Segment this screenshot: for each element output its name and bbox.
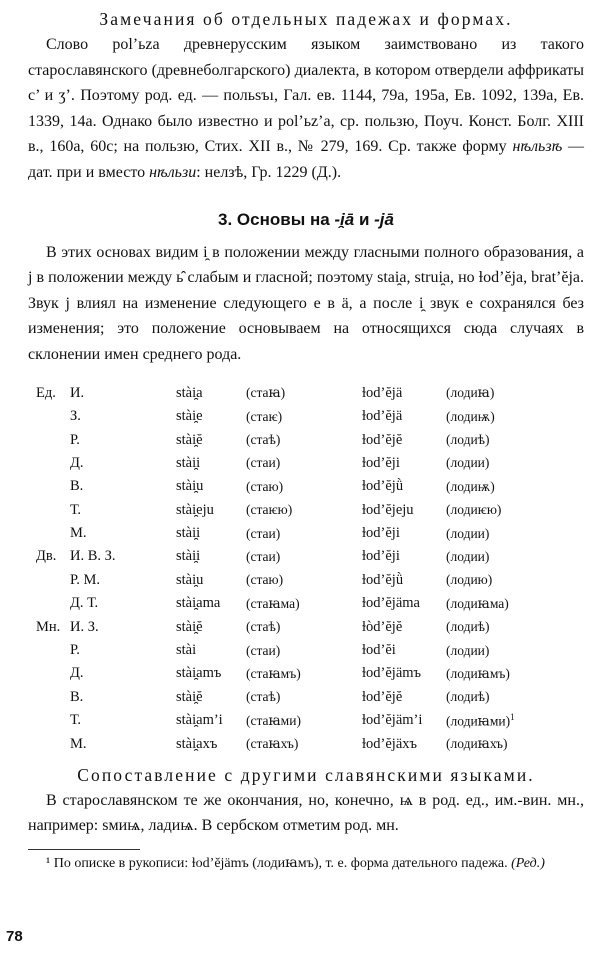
gloss-lodeja: (лодии) [446,455,490,471]
form-stai-a: stài̯ĕ [176,431,203,448]
heading-conjunction: и [354,209,375,229]
number-label [36,522,70,545]
number-label [36,732,70,755]
gloss-stai-a: (стаи) [246,642,281,658]
form-stai-a: stài̯ĕ [176,618,203,635]
gloss-lodeja: (лодию) [446,572,493,588]
gloss-stai-a: (стаѣ) [246,619,281,635]
form-stai-a: stài̯i [176,548,201,565]
section-heading-remarks: Замечания об отдельных падежах и формах. [99,9,513,29]
case-label: И. В. З. [70,548,116,565]
section-heading-stems [28,208,584,232]
case-label: Д. [70,665,84,682]
italic-form: нѣльзѣ [512,138,563,156]
gloss-stai-a: (стаꙗхъ) [246,736,299,752]
form-lodeja: ɫod’ĕji [362,525,400,542]
form-lodeja: ɫod’ĕjä [362,408,403,425]
gloss-stai-a: (стаѣ) [246,432,281,447]
case-label: Р. [70,642,80,659]
declension-row [36,452,515,475]
paragraph-text: Слово pol’ьza древнерусским языком заимствовано из такого старославянского (древнеболгарского) диалекта, в котором отвердели аффрикаты с’ и ʒ’. Поэтому род. ед. — польѕъı, Гал. ев. 1144, 79а, 195а, Ев. 1092, 139а, Ев. 1339, 14а. Однако было известно и pol’ьz’a, ср. пользю, Поуч. Конст. Болг. XIII в., 160а, 60с; на пользю, Стих. XII в., № 279, 169. Ср. также форму [28,36,584,156]
form-lodeja: ɫod’ĕjǜ [362,571,404,588]
case-label: Т. [70,712,82,729]
form-stai-a: stài̯amъ [176,665,222,682]
form-lodeja: ɫod’ĕji [362,548,400,565]
page-body [28,6,584,873]
gloss-lodeja: (лодиѥю) [446,502,502,518]
form-stai-a: stài̯ama [176,595,221,612]
gloss-stai-a: (стаѥю) [246,502,293,518]
form-lodeja: ɫod’ĕjĕ [362,431,403,448]
gloss-lodeja: (лодии) [446,642,490,658]
gloss-stai-a: (стаи) [246,455,281,471]
gloss-lodeja: (лодиѣ) [446,619,490,635]
gloss-stai-a: (стаꙗ) [246,385,286,401]
footnote-ref: 1 [510,711,515,722]
gloss-lodeja: (лодиꙗхъ) [446,736,508,752]
form-lodeja: ɫod’ĕjäm’i [362,712,423,729]
form-stai-a: stài̯e [176,408,203,425]
declension-row [36,498,515,521]
number-label [36,709,70,732]
form-lodeja: ɫod’ĕi [362,642,396,659]
number-label [36,475,70,498]
gloss-stai-a: (стаю) [246,572,284,588]
form-lodeja: ɫod’ĕjämъ [362,665,422,682]
footnote-divider [28,849,140,850]
heading-ending-2: -jā [374,209,394,229]
gloss-lodeja: (лодиѭ) [446,478,495,494]
case-label: Р. [70,431,80,448]
declension-row [36,662,515,685]
section-heading-comparison: Сопоставление с другими славянскими языками. [77,764,535,785]
number-label: Мн. [36,618,61,635]
gloss-stai-a: (стаꙗма) [246,595,300,611]
form-stai-a: stài̯ĕ [176,688,203,705]
declension-row [36,545,515,568]
declension-row [36,709,515,732]
declension-row [36,382,515,405]
number-label [36,686,70,709]
number-label [36,569,70,592]
declension-row [36,569,515,592]
form-stai-a: stài̯eju [176,501,214,518]
form-stai-a: stài̯a [176,384,203,401]
footnote-text: По описке в рукописи: ɫod’ĕjämъ (лодиꙗмъ), т. е. форма дательного падежа. [50,855,512,871]
form-lodeja: ɫod’ĕjäma [362,595,420,612]
page-number: 78 [6,928,23,945]
form-stai-a: stài̯u [176,478,204,495]
number-label [36,498,70,521]
gloss-stai-a: (стаѥ) [246,408,283,424]
form-stai-a: stài [176,642,197,659]
paragraph-stems: В этих основах видим i̯ в положении между гласными полного образования, а j в положении между ь̂ слабым и гласной; поэтому stai̯a, strui̯a, но ɫod’ĕja, brat’ĕja. Звук j влиял на изменение следующего е в ä, а после i̯ звук е сохранялся без изменения; это положение основываем на относящихся сюда случаях в склонении имен среднего рода. [28,243,584,363]
form-lodeja: ɫod’ĕjĕ [362,688,403,705]
paragraph-text-end: : нелзѣ, Гр. 1229 (Д.). [196,163,342,181]
gloss-stai-a: (стаю) [246,478,284,494]
declension-row [36,615,515,638]
number-label: Ед. [36,384,56,401]
gloss-lodeja: (лодии) [446,548,490,564]
paragraph-comparison: В старославянском те же окончания, но, конечно, ѩ в род. ед., им.-вин. мн., например: ѕмиѩ, ладиѩ. В сербском отметим род. мн. [28,791,584,835]
number-label [36,662,70,685]
gloss-lodeja: (лодиꙗми)$^1$ [446,711,515,729]
declension-row [36,732,515,755]
gloss-lodeja: (лодиꙗмъ) [446,665,510,681]
case-label: Д. [70,454,84,471]
footnote-marker: ¹ [46,855,51,871]
case-label: М. [70,525,87,542]
declension-row [36,405,515,428]
heading-ending-1: -i̯ā [334,209,355,229]
declension-row [36,686,515,709]
form-lodeja: ɫod’ĕjeju [362,501,414,518]
case-label: И. [70,384,85,401]
declension-table-body [36,382,515,756]
number-label [36,405,70,428]
gloss-stai-a: (стаи) [246,548,281,564]
form-lodeja: ɫod’ĕji [362,454,400,471]
case-label: М. [70,735,87,752]
gloss-lodeja: (лодиѭ) [446,408,495,424]
paragraph-pol-za [28,32,584,186]
case-label: И. З. [70,618,99,635]
form-lodeja: ɫod’ĕjǜ [362,478,404,495]
form-stai-a: stài̯u [176,571,204,588]
italic-form-2: нѣльзи [149,163,197,181]
declension-row [36,592,515,615]
form-stai-a: stài̯am’i [176,712,223,729]
gloss-stai-a: (стаꙗми) [246,712,301,728]
case-label: В. [70,478,84,495]
declension-row [36,475,515,498]
gloss-lodeja: (лодиѣ) [446,432,490,447]
case-label: Р. М. [70,571,101,588]
gloss-lodeja: (лодии) [446,525,490,541]
number-label [36,452,70,475]
case-label: Д. Т. [70,595,99,612]
case-label: В. [70,688,84,705]
number-label [36,639,70,662]
case-label: З. [70,408,81,425]
number-label [36,428,70,451]
case-label: Т. [70,501,82,518]
declension-row [36,522,515,545]
footnote [28,854,584,873]
footnote-editor: (Ред.) [511,855,545,871]
form-lodeja: ɫod’ĕjäxъ [362,735,418,752]
form-stai-a: stài̯i [176,525,201,542]
form-lodeja: ɫòd’ĕjĕ [362,618,403,635]
form-lodeja: ɫod’ĕjä [362,384,403,401]
declension-row [36,428,515,451]
heading-prefix: 3. Основы на [218,209,335,229]
gloss-stai-a: (стаи) [246,525,281,541]
paragraph-text-mid: — дат. при и вместо [28,138,585,181]
gloss-stai-a: (стаꙗмъ) [246,665,301,681]
gloss-lodeja: (лодиѣ) [446,689,490,705]
gloss-lodeja: (лодиꙗма) [446,595,509,611]
gloss-stai-a: (стаѣ) [246,689,281,705]
declension-table [36,382,515,756]
declension-row [36,639,515,662]
form-stai-a: stài̯i [176,454,201,471]
number-label [36,592,70,615]
form-stai-a: stài̯axъ [176,735,218,752]
number-label: Дв. [36,548,57,565]
gloss-lodeja: (лодиꙗ) [446,385,495,401]
